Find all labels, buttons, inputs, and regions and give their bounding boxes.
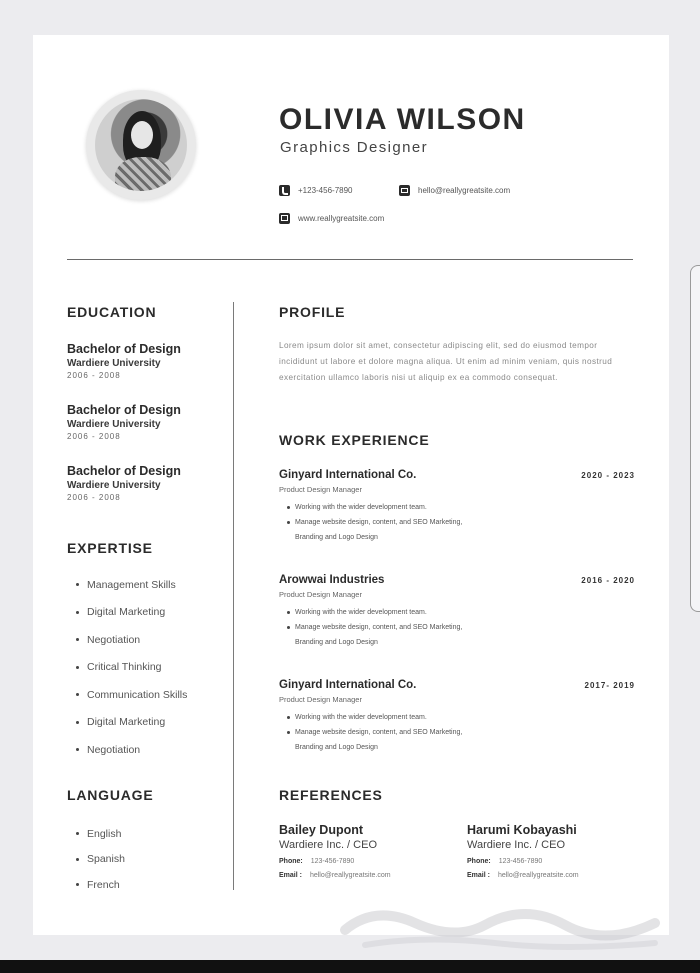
email-text: hello@reallygreatsite.com bbox=[418, 186, 511, 195]
reference-phone: Phone: 123-456-7890 bbox=[279, 858, 355, 865]
web-icon bbox=[279, 213, 290, 224]
list-item: Branding and Logo Design bbox=[295, 534, 378, 541]
list-item: Branding and Logo Design bbox=[295, 639, 378, 646]
language-list bbox=[76, 821, 125, 898]
candidate-name: OLIVIA WILSON bbox=[279, 103, 526, 136]
degree: Bachelor of Design bbox=[67, 403, 181, 417]
resume-page bbox=[33, 35, 669, 935]
years: 2006 - 2008 bbox=[67, 371, 121, 380]
years: 2006 - 2008 bbox=[67, 432, 121, 441]
reference-company: Wardiere Inc. / CEO bbox=[279, 839, 378, 851]
reference-name: Bailey Dupont bbox=[279, 823, 364, 837]
education-item bbox=[67, 464, 227, 504]
list-item: Digital Marketing bbox=[76, 599, 187, 627]
job-entry bbox=[279, 679, 635, 755]
list-item: Management Skills bbox=[76, 571, 187, 599]
profile-text: Lorem ipsum dolor sit amet, consectetur adipiscing elit, sed do eiusmod tempor incididunt ut labore et dolore magna aliqua. Ut enim ad minim veniam, quis nostrud exercitation ullamco laboris nisi ut aliquip ex ea commodo consequat. bbox=[279, 341, 613, 382]
header-divider bbox=[67, 259, 633, 260]
job-role: Product Design Manager bbox=[279, 590, 362, 599]
expertise-list bbox=[76, 571, 187, 764]
education-item bbox=[67, 403, 227, 443]
list-item: Digital Marketing bbox=[76, 709, 187, 737]
job-bullets bbox=[279, 500, 635, 545]
list-item: Communication Skills bbox=[76, 681, 187, 709]
reference-entry bbox=[279, 823, 449, 883]
job-entry bbox=[279, 469, 635, 545]
mail-icon bbox=[399, 185, 410, 196]
education-item bbox=[67, 342, 227, 382]
profile-heading: PROFILE bbox=[279, 304, 346, 320]
website-text: www.reallygreatsite.com bbox=[298, 214, 385, 223]
list-item: Negotiation bbox=[76, 626, 187, 654]
job-dates: 2017- 2019 bbox=[584, 681, 635, 690]
references-heading: REFERENCES bbox=[279, 787, 383, 803]
reference-company: Wardiere Inc. / CEO bbox=[467, 839, 566, 851]
contact-website bbox=[279, 213, 384, 224]
list-item: Branding and Logo Design bbox=[295, 744, 378, 751]
list-item: English bbox=[76, 821, 125, 847]
column-divider bbox=[233, 302, 234, 890]
phone-text: +123-456-7890 bbox=[298, 186, 353, 195]
degree: Bachelor of Design bbox=[67, 342, 181, 356]
job-dates: 2016 - 2020 bbox=[581, 576, 635, 585]
profile-photo bbox=[95, 99, 187, 191]
list-item: Manage website design, content, and SEO Marketing, bbox=[279, 515, 635, 530]
job-dates: 2020 - 2023 bbox=[581, 471, 635, 480]
job-role: Product Design Manager bbox=[279, 485, 362, 494]
job-company: Arowwai Industries bbox=[279, 574, 385, 586]
profile-photo-frame bbox=[86, 90, 196, 200]
expertise-heading: EXPERTISE bbox=[67, 540, 153, 556]
years: 2006 - 2008 bbox=[67, 493, 121, 502]
list-item: Manage website design, content, and SEO Marketing, bbox=[279, 620, 635, 635]
reference-entry bbox=[467, 823, 637, 883]
job-bullets bbox=[279, 605, 635, 650]
reference-name: Harumi Kobayashi bbox=[467, 823, 577, 837]
list-item: Negotiation bbox=[76, 736, 187, 764]
list-item: Working with the wider development team. bbox=[279, 500, 635, 515]
reference-email: Email : hello@reallygreatsite.com bbox=[467, 872, 579, 879]
school: Wardiere University bbox=[67, 358, 161, 369]
school: Wardiere University bbox=[67, 480, 161, 491]
degree: Bachelor of Design bbox=[67, 464, 181, 478]
candidate-title: Graphics Designer bbox=[280, 139, 429, 156]
reference-email: Email : hello@reallygreatsite.com bbox=[279, 872, 391, 879]
language-heading: LANGUAGE bbox=[67, 787, 154, 803]
education-heading: EDUCATION bbox=[67, 304, 157, 320]
list-item: French bbox=[76, 872, 125, 898]
job-role: Product Design Manager bbox=[279, 695, 362, 704]
list-item: Working with the wider development team. bbox=[279, 710, 635, 725]
job-bullets bbox=[279, 710, 635, 755]
phone-icon bbox=[279, 185, 290, 196]
list-item: Working with the wider development team. bbox=[279, 605, 635, 620]
contact-email bbox=[399, 185, 510, 196]
contact-phone bbox=[279, 185, 353, 196]
job-entry bbox=[279, 574, 635, 650]
work-experience-heading: WORK EXPERIENCE bbox=[279, 432, 430, 448]
bottom-bar bbox=[0, 960, 700, 973]
watermark-logo bbox=[335, 885, 675, 955]
list-item: Spanish bbox=[76, 847, 125, 873]
job-company: Ginyard International Co. bbox=[279, 469, 417, 481]
job-company: Ginyard International Co. bbox=[279, 679, 417, 691]
reference-phone: Phone: 123-456-7890 bbox=[467, 858, 543, 865]
list-item: Critical Thinking bbox=[76, 654, 187, 682]
scroll-handle[interactable] bbox=[690, 265, 700, 612]
school: Wardiere University bbox=[67, 419, 161, 430]
list-item: Manage website design, content, and SEO Marketing, bbox=[279, 725, 635, 740]
